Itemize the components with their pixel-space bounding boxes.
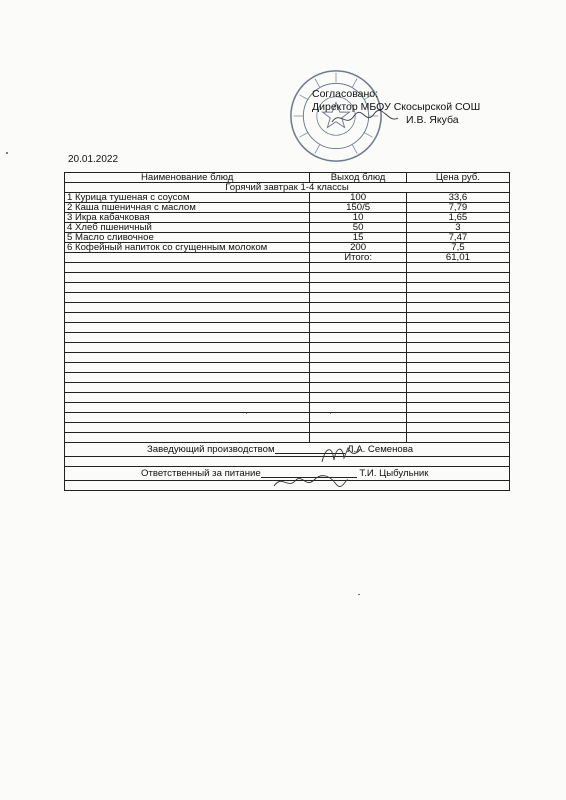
production-signature — [318, 442, 362, 468]
blank-row — [65, 373, 510, 383]
approval-signer: И.В. Якуба — [406, 114, 459, 126]
dish-name: 5 Масло сливочное — [65, 233, 310, 243]
dish-price: 7,79 — [406, 203, 509, 213]
dish-output: 200 — [310, 243, 406, 253]
nutrition-label: Ответственный за питание — [141, 468, 261, 479]
blank-row — [65, 323, 510, 333]
dish-price: 7,47 — [406, 233, 509, 243]
scan-speck — [358, 594, 360, 595]
header-row — [65, 173, 510, 183]
dish-price: 1,65 — [406, 213, 509, 223]
header-output: Выход блюд — [310, 173, 406, 183]
dish-price: 3 — [406, 223, 509, 233]
blank-row — [65, 273, 510, 283]
dish-name: 3 Икра кабачковая — [65, 213, 310, 223]
total-label: Итого: — [310, 253, 406, 263]
signature-row-production — [65, 443, 510, 457]
header-dish-name: Наименование блюд — [65, 173, 310, 183]
production-name: Л.А. Семенова — [347, 444, 414, 455]
blank-row — [65, 333, 510, 343]
scan-speck — [246, 413, 247, 414]
production-label: Заведующий производством — [147, 444, 275, 455]
table-row — [65, 243, 510, 253]
director-signature — [330, 108, 400, 130]
blank-row — [65, 457, 510, 467]
dish-name: 6 Кофейный напиток со сгущенным молоком — [65, 243, 310, 253]
blank-row — [65, 363, 510, 373]
dish-price: 7,5 — [406, 243, 509, 253]
blank-row — [65, 403, 510, 413]
document-date: 20.01.2022 — [68, 154, 119, 165]
blank-row — [65, 433, 510, 443]
blank-row — [65, 343, 510, 353]
approval-title: Согласовано: — [312, 88, 379, 100]
dish-output: 100 — [310, 193, 406, 203]
blank-row — [65, 383, 510, 393]
blank-row — [65, 283, 510, 293]
scan-speck — [330, 413, 331, 414]
section-title: Горячий завтрак 1-4 классы — [65, 183, 510, 193]
nutrition-name: Т.И. Цыбульник — [359, 468, 429, 479]
dish-name: 1 Курица тушеная с соусом — [65, 193, 310, 203]
scan-speck — [6, 152, 8, 154]
table-row — [65, 233, 510, 243]
menu-table — [64, 172, 510, 491]
header-price: Цена руб. — [406, 173, 509, 183]
blank-row — [65, 293, 510, 303]
dish-name: 2 Каша пшеничная с маслом — [65, 203, 310, 213]
table-row — [65, 193, 510, 203]
blank-row — [65, 393, 510, 403]
approval-position: Директор МБОУ Скосырской СОШ — [312, 101, 481, 113]
empty-cell — [65, 253, 310, 263]
blank-row — [65, 313, 510, 323]
dish-name: 4 Хлеб пшеничный — [65, 223, 310, 233]
table-row — [65, 213, 510, 223]
blank-row — [65, 263, 510, 273]
dish-price: 33,6 — [406, 193, 509, 203]
total-value: 61,01 — [406, 253, 509, 263]
dish-output: 150/5 — [310, 203, 406, 213]
section-row — [65, 183, 510, 193]
blank-row — [65, 353, 510, 363]
blank-row — [65, 303, 510, 313]
total-row — [65, 253, 510, 263]
table-row — [65, 223, 510, 233]
blank-row — [65, 413, 510, 423]
blank-row — [65, 423, 510, 433]
dish-output: 15 — [310, 233, 406, 243]
dish-output: 10 — [310, 213, 406, 223]
dish-output: 50 — [310, 223, 406, 233]
table-row — [65, 203, 510, 213]
nutrition-signature — [270, 472, 350, 492]
